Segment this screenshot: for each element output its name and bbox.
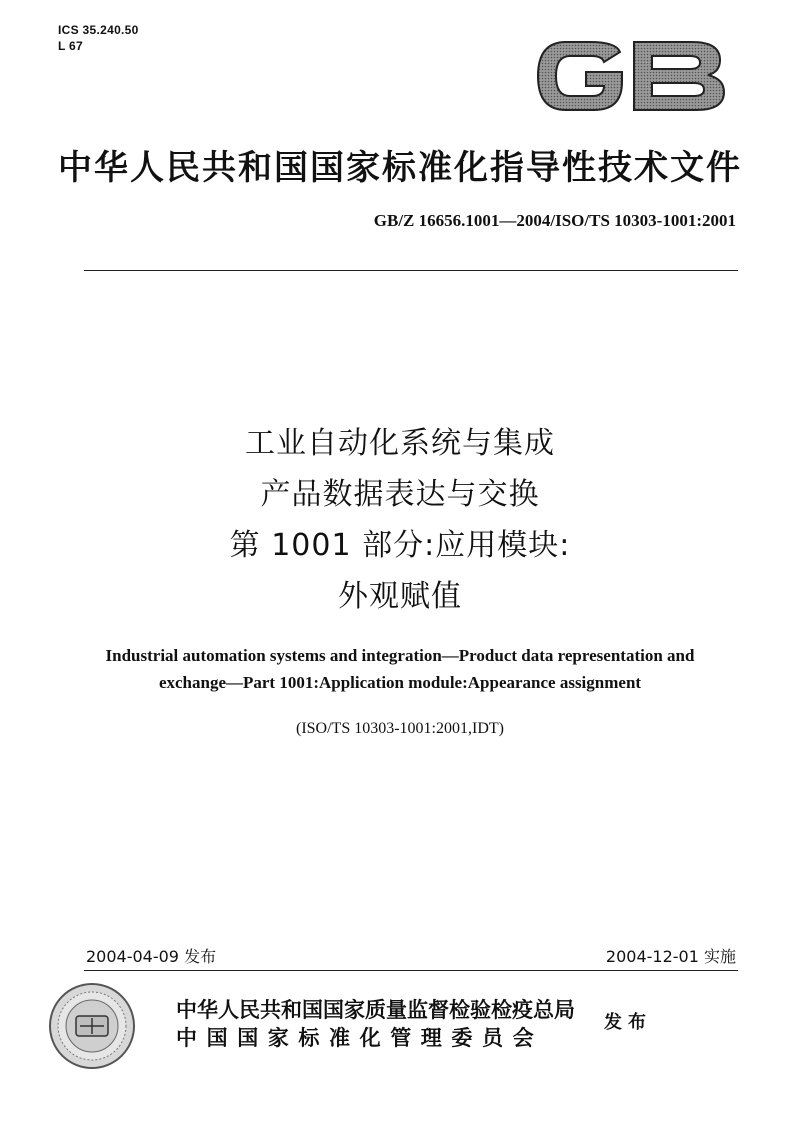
publish-label: 发布 <box>604 1012 652 1033</box>
chinese-title-line: 外观赋值 <box>338 579 462 614</box>
implementation-date: 2004-12-01 实施 <box>605 947 736 966</box>
issue-date: 2004-04-09 发布 <box>86 947 217 966</box>
chinese-title-line: 工业自动化系统与集成 <box>245 426 555 461</box>
issuer-line: 中华人民共和国国家质量监督检验检疫总局 <box>176 998 575 1022</box>
ccs-code: L 67 <box>58 39 83 53</box>
document-type-heading: 中华人民共和国国家标准化指导性技术文件 <box>58 148 742 188</box>
gb-logo <box>532 38 728 114</box>
ics-code: ICS 35.240.50 <box>58 23 139 37</box>
chinese-title-line: 产品数据表达与交换 <box>260 477 540 512</box>
header-divider <box>84 270 738 271</box>
anti-counterfeit-seal <box>46 980 138 1072</box>
chinese-title-line: 第 1001 部分:应用模块: <box>229 528 571 563</box>
english-title-line: exchange—Part 1001:Application module:Appearance assignment <box>158 673 642 692</box>
footer-divider <box>84 970 738 971</box>
english-title-line: Industrial automation systems and integration—Product data representation and <box>105 646 695 665</box>
issuer-line: 中国国家标准化管理委员会 <box>176 1026 544 1050</box>
classification-codes <box>58 22 139 54</box>
english-title <box>60 642 740 696</box>
chinese-title <box>0 418 800 622</box>
iso-equivalence: (ISO/TS 10303-1001:2001,IDT) <box>296 720 504 737</box>
issuing-authorities <box>176 996 575 1052</box>
standard-number: GB/Z 16656.1001—2004/ISO/TS 10303-1001:2001 <box>373 211 736 230</box>
